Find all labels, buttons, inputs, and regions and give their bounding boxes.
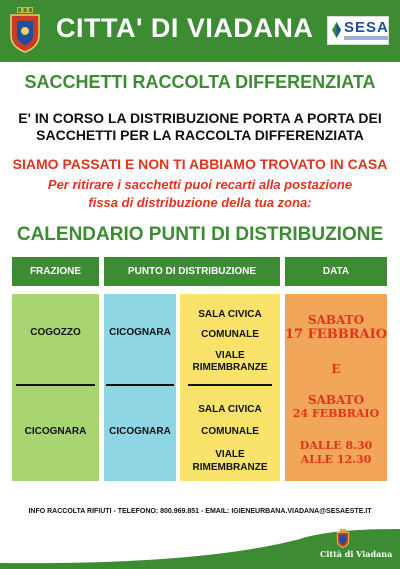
announcement-line-1: E' IN CORSO LA DISTRIBUZIONE PORTA A PORTA DEI xyxy=(18,110,382,126)
header-frazione: FRAZIONE xyxy=(12,257,99,286)
notice-instructions xyxy=(0,176,400,212)
location-row-1-line-3: VIALE xyxy=(215,350,245,361)
time-to: ALLE 12.30 xyxy=(300,453,372,466)
location-row-2-line-2: COMUNALE xyxy=(201,426,259,437)
column-frazione xyxy=(12,294,99,481)
time-from: DALLE 8.30 xyxy=(299,439,373,452)
location-row-2-line-4: RIMEMBRANZE xyxy=(192,462,268,473)
location-row-2-line-3: VIALE xyxy=(215,449,245,460)
frazione-row-1: COGOZZO xyxy=(30,327,81,338)
column-punto xyxy=(104,294,176,481)
calendar-title: CALENDARIO PUNTI DI DISTRIBUZIONE xyxy=(16,224,384,245)
column-location xyxy=(180,294,280,481)
notice-line-3: fissa di distribuzione della tua zona: xyxy=(88,195,312,210)
frazione-row-2: CICOGNARA xyxy=(24,426,87,437)
notice-line-2: Per ritirare i sacchetti puoi recarti alla postazione xyxy=(47,177,353,192)
location-row-1-line-2: COMUNALE xyxy=(201,329,259,340)
location-row-1-line-4: RIMEMBRANZE xyxy=(192,362,268,373)
punto-row-1: CICOGNARA xyxy=(109,327,171,338)
headline: SACCHETTI RACCOLTA DIFFERENZIATA xyxy=(24,72,376,92)
sesa-logo-tagline-bar xyxy=(344,36,388,40)
punto-row-2: CICOGNARA xyxy=(109,426,171,437)
row-divider xyxy=(188,384,272,386)
date-1: 17 FEBBRAIO xyxy=(285,327,388,342)
notice-line-1: SIAMO PASSATI E NON TI ABBIAMO TROVATO IN CASA xyxy=(12,156,388,172)
date-day-1: SABATO xyxy=(307,313,365,327)
row-divider xyxy=(16,384,95,386)
header-bar xyxy=(0,0,400,62)
footer-contact-info: INFO RACCOLTA RIFIUTI - TELEFONO: 800.969.851 - EMAIL: IGIENEURBANA.VIADANA@SESAESTE.IT xyxy=(28,508,372,515)
city-title: CITTA' DI VIADANA xyxy=(56,13,314,43)
footer-city-label: Città di Viadana xyxy=(320,549,393,559)
row-divider xyxy=(106,384,174,386)
date-2: 24 FEBBRAIO xyxy=(292,407,380,420)
header-data: DATA xyxy=(285,257,387,286)
announcement xyxy=(0,110,400,144)
city-crest-icon xyxy=(8,7,42,53)
sesa-logo-icon xyxy=(331,21,342,39)
announcement-line-2: SACCHETTI PER LA RACCOLTA DIFFERENZIATA xyxy=(36,127,364,143)
date-conjunction: E xyxy=(331,362,341,376)
location-row-1-line-1: SALA CIVICA xyxy=(198,309,262,320)
city-crest-icon xyxy=(336,529,350,548)
column-data xyxy=(285,294,387,481)
location-row-2-line-1: SALA CIVICA xyxy=(198,404,262,415)
header-punto-distribuzione: PUNTO DI DISTRIBUZIONE xyxy=(104,257,280,286)
sesa-logo-text: SESA xyxy=(344,19,389,36)
date-day-2: SABATO xyxy=(307,393,365,407)
sesa-logo xyxy=(327,16,389,45)
